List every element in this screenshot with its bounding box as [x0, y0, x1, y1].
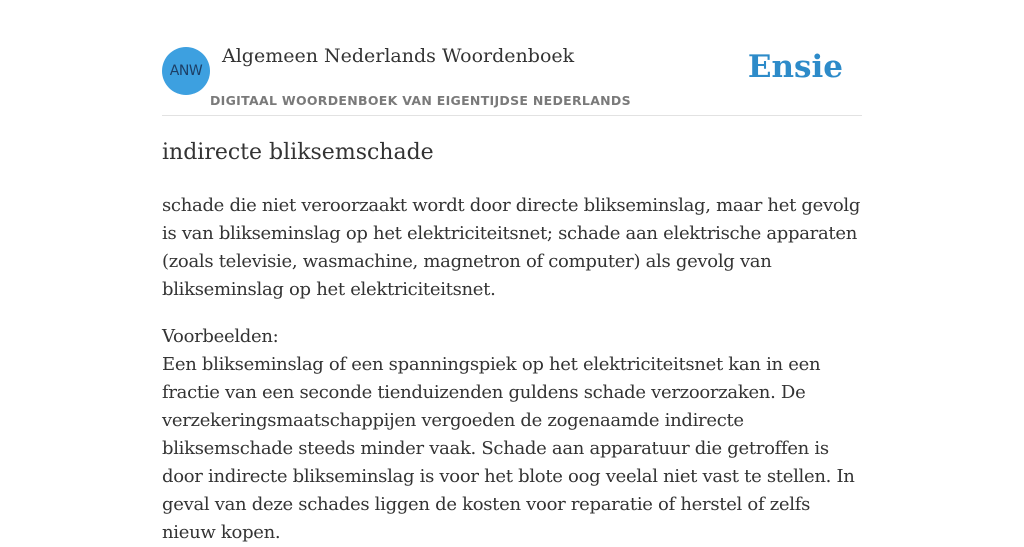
examples-text: Een blikseminslag of een spanningspiek op het elektriciteitsnet kan in een fractie van een seconde tienduizenden guldens schade verzoorzaken. De verzekeringsmaatschappijen vergoeden de zogenaamde indirecte bliksemschade steeds minder vaak. Schade aan apparatuur die getroffen is door indirecte blikseminslag is voor het blote oog veelal niet vast te stellen. In geval van deze schades liggen de kosten voor reparatie of herstel of zelfs nieuw kopen. — [162, 354, 855, 543]
site-title[interactable]: Algemeen Nederlands Woordenboek — [222, 45, 575, 67]
page — [162, 0, 862, 543]
ensie-logo-link[interactable]: Ensie — [747, 49, 843, 85]
entry-examples — [162, 323, 862, 547]
anw-logo[interactable]: ANW — [162, 47, 210, 95]
site-subtitle: DIGITAAL WOORDENBOEK VAN EIGENTIJDSE NEDERLANDS — [210, 93, 631, 108]
header-divider — [162, 115, 862, 116]
entry-definition: schade die niet veroorzaakt wordt door directe blikseminslag, maar het gevolg is van blikseminslag op het elektriciteitsnet; schade aan elektrische apparaten (zoals televisie, wasmachine, magnetron of computer) als gevolg van blikseminslag op het elektriciteitsnet. — [162, 195, 861, 300]
entry-headword: indirecte bliksemschade — [162, 140, 434, 165]
examples-heading: Voorbeelden: — [162, 326, 279, 347]
